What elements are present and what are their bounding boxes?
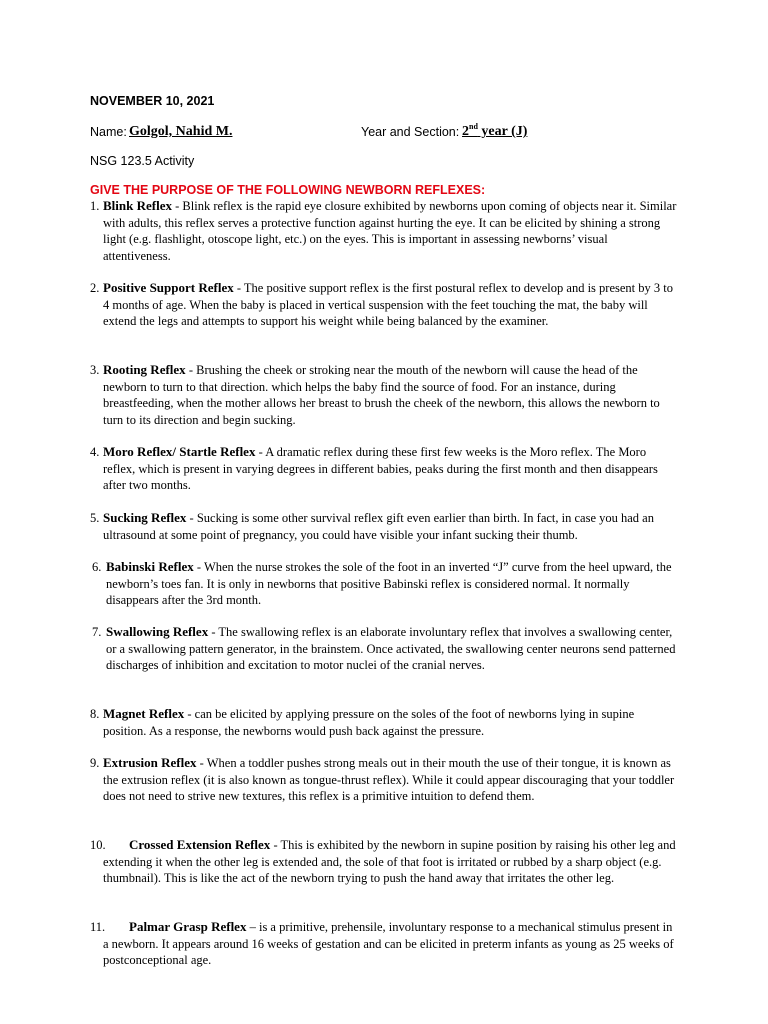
name-label: Name: (90, 125, 127, 139)
item-body (90, 837, 678, 887)
item-number: 1. (90, 199, 100, 213)
reflex-term: Moro Reflex/ Startle Reflex (103, 444, 256, 459)
item-body (92, 559, 678, 609)
reflex-term: Extrusion Reflex (103, 755, 197, 770)
reflex-description: is a primitive, prehensile, involuntary response to a mechanical stimulus present in a newborn. It appears around 16 weeks of gestation and can be elicited in preterm infants as young as 25 weeks of postconceptional age. (103, 920, 674, 968)
item-body (90, 444, 678, 494)
item-body (90, 280, 678, 330)
reflex-term: Sucking Reflex (103, 510, 187, 525)
item-body (90, 362, 678, 429)
item-number: 3. (90, 363, 100, 377)
reflex-item-10 (90, 837, 678, 887)
item-body (90, 510, 678, 543)
item-body (90, 706, 678, 739)
reflex-description: The swallowing reflex is an elaborate involuntary reflex that involves a swallowing center, or a swallowing pattern generator, in the brainstem. Once activated, the swallowing center neurons send patterned discharges of inhibition and excitation to motor nuclei of the cranial nerves. (106, 625, 676, 673)
item-number: 9. (90, 756, 100, 770)
reflex-term: Swallowing Reflex (106, 624, 209, 639)
reflex-description: Blink reflex is the rapid eye closure exhibited by newborns upon coming of objects near it. Similar with adults, this reflex serves a protective function against hurting the eye. It can be elicited by shining a strong light (e.g. flashlight, otoscope light, etc.) on the eyes. This is important in assessing newborns’ visual attentiveness. (103, 199, 677, 264)
reflex-term: Rooting Reflex (103, 362, 186, 377)
reflex-item-4 (90, 444, 678, 494)
student-name: Golgol, Nahid M. (129, 124, 233, 139)
reflex-term: Crossed Extension Reflex (129, 837, 271, 852)
item-number: 7. (92, 625, 102, 639)
year-section-rest: year (J) (477, 124, 528, 139)
reflex-description: Sucking is some other survival reflex gift even earlier than birth. In fact, in case you had an ultrasound at some point of pregnancy, you could have visible your infant sucking their thumb. (103, 511, 654, 542)
reflex-item-9 (90, 755, 678, 805)
reflex-description: Brushing the cheek or stroking near the mouth of the newborn will cause the head of the newborn to turn to that direction. which helps the baby find the source of food. For an instance, during breastfeeding, when the mother allows her breast to brush the cheek of the newborn, this allows the newborn to turn to its direction and begin sucking. (103, 363, 660, 428)
term-separator: - (193, 560, 204, 574)
reflex-description: can be elicited by applying pressure on the soles of the foot of newborns lying in supine position. As a response, the newborns would push back against the pressure. (103, 707, 635, 738)
item-body (92, 624, 678, 674)
item-body (90, 919, 678, 969)
term-separator: - (255, 445, 266, 459)
item-number: 10. (90, 838, 106, 852)
reflex-description: When the nurse strokes the sole of the foot in an inverted “J” curve from the heel upward, the newborn’s toes fan. It is only in newborns that positive Babinski reflex is considered normal. It normally disappears after the 3rd month. (106, 560, 672, 608)
instruction-heading: GIVE THE PURPOSE OF THE FOLLOWING NEWBORN REFLEXES: (90, 183, 486, 197)
term-separator: - (171, 199, 183, 213)
reflex-term: Magnet Reflex (103, 706, 185, 721)
course-title: NSG 123.5 Activity (90, 154, 195, 168)
reflex-item-7 (92, 624, 678, 674)
reflex-description: When a toddler pushes strong meals out in their mouth the use of their tongue, it is known as the extrusion reflex (it is also known as tongue-thrust reflex). While it could appear discouraging that your toddler does not need to strive new textures, this reflex is a primitive intuition to defend them. (103, 756, 675, 804)
reflex-item-6 (92, 559, 678, 609)
item-number: 5. (90, 511, 100, 525)
item-number: 4. (90, 445, 100, 459)
reflex-description: A dramatic reflex during these first few weeks is the Moro reflex. The Moro reflex, which is present in varying degrees in different babies, peaks during the first month and then disappears after two months. (103, 445, 658, 493)
term-separator: - (186, 511, 197, 525)
document-date: NOVEMBER 10, 2021 (90, 94, 215, 108)
reflex-term: Positive Support Reflex (103, 280, 234, 295)
reflex-term: Blink Reflex (103, 198, 172, 213)
term-separator: - (270, 838, 281, 852)
year-number: 2 (462, 124, 469, 139)
term-separator: - (233, 281, 244, 295)
reflex-description: This is exhibited by the newborn in supine position by raising his other leg and extending it when the other leg is extended and, the sole of that foot is irritated or rubbed by a sharp object (e.g. thumbnail). This is like the act of the newborn trying to push the hand away that irritates the other leg. (103, 838, 676, 886)
term-separator: – (246, 920, 259, 934)
reflex-item-1 (90, 198, 678, 265)
item-body (90, 755, 678, 805)
reflex-item-11 (90, 919, 678, 969)
year-ordinal-suffix: nd (469, 122, 478, 131)
term-separator: - (184, 707, 195, 721)
reflex-item-5 (90, 510, 678, 543)
name-year-row (90, 124, 690, 142)
year-section-value (462, 124, 527, 140)
term-separator: - (185, 363, 197, 377)
reflex-item-3 (90, 362, 678, 429)
reflex-description: The positive support reflex is the first postural reflex to develop and is present by 3 to 4 months of age. When the baby is placed in vertical suspension with the feet touching the mat, the baby will extend the legs and attempts to support his weight while being balanced by the examiner. (103, 281, 673, 329)
term-separator: - (196, 756, 207, 770)
item-number: 6. (92, 560, 102, 574)
item-number: 2. (90, 281, 100, 295)
item-body (90, 198, 678, 265)
reflex-item-2 (90, 280, 678, 330)
year-section-label: Year and Section: (361, 125, 460, 139)
reflex-term: Palmar Grasp Reflex (129, 919, 247, 934)
term-separator: - (208, 625, 219, 639)
item-number: 11. (90, 920, 106, 934)
reflex-item-8 (90, 706, 678, 739)
item-number: 8. (90, 707, 100, 721)
reflex-term: Babinski Reflex (106, 559, 194, 574)
